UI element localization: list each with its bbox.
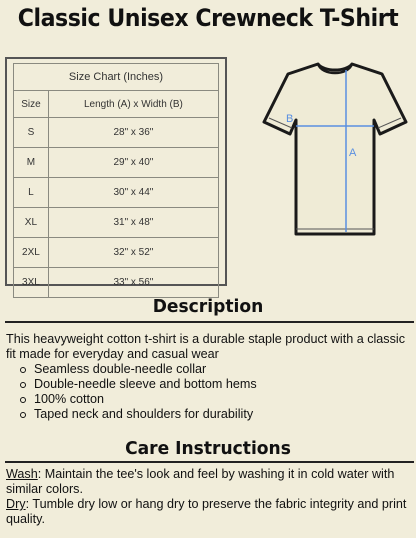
wash-text: : Maintain the tee's look and feel by washing it in cold water with similar colors.	[6, 467, 395, 496]
size-cell: 3XL	[14, 268, 49, 298]
bullet-icon	[20, 412, 26, 418]
measure-cell: 33" x 56"	[48, 268, 218, 298]
tshirt-diagram	[262, 60, 408, 238]
measure-cell: 32" x 52"	[48, 238, 218, 268]
dry-instruction	[6, 497, 412, 527]
tshirt-outline	[264, 64, 406, 234]
dry-label: Dry	[6, 497, 26, 511]
measure-cell: 30" x 44"	[48, 178, 218, 208]
measure-cell: 29" x 40"	[48, 148, 218, 178]
description-heading: Description	[152, 296, 264, 317]
table-row	[14, 178, 219, 208]
page-title: Classic Unisex Crewneck T-Shirt	[17, 4, 399, 32]
feature-list	[6, 362, 412, 422]
dry-text: : Tumble dry low or hang dry to preserve the fabric integrity and print quality.	[6, 497, 407, 526]
size-chart-caption: Size Chart (Inches)	[14, 64, 219, 91]
label-b: B	[286, 113, 294, 125]
size-chart	[5, 57, 227, 286]
wash-label: Wash	[6, 467, 38, 481]
size-cell: XL	[14, 208, 49, 238]
column-header-length-width: Length (A) x Width (B)	[48, 91, 218, 118]
wash-instruction	[6, 467, 412, 497]
description-text: This heavyweight cotton t-shirt is a durable staple product with a classic fit made for everyday and casual wear	[6, 332, 405, 361]
description-rule	[5, 321, 414, 323]
measure-cell: 31" x 48"	[48, 208, 218, 238]
size-cell: S	[14, 118, 49, 148]
measure-cell: 28" x 36"	[48, 118, 218, 148]
size-cell: M	[14, 148, 49, 178]
care-heading: Care Instructions	[125, 438, 291, 459]
table-row	[14, 118, 219, 148]
list-item: Double-needle sleeve and bottom hems	[6, 377, 412, 392]
table-row	[14, 208, 219, 238]
size-table	[13, 63, 219, 298]
label-a: A	[349, 147, 357, 159]
bullet-icon	[20, 397, 26, 403]
table-row	[14, 238, 219, 268]
column-header-size: Size	[14, 91, 49, 118]
table-row	[14, 148, 219, 178]
care-body	[6, 467, 412, 527]
list-item: 100% cotton	[6, 392, 412, 407]
size-cell: L	[14, 178, 49, 208]
table-row	[14, 268, 219, 298]
bullet-icon	[20, 382, 26, 388]
size-cell: 2XL	[14, 238, 49, 268]
list-item: Seamless double-needle collar	[6, 362, 412, 377]
bullet-icon	[20, 367, 26, 373]
care-rule	[5, 461, 414, 463]
description-body	[6, 332, 412, 422]
list-item: Taped neck and shoulders for durability	[6, 407, 412, 422]
